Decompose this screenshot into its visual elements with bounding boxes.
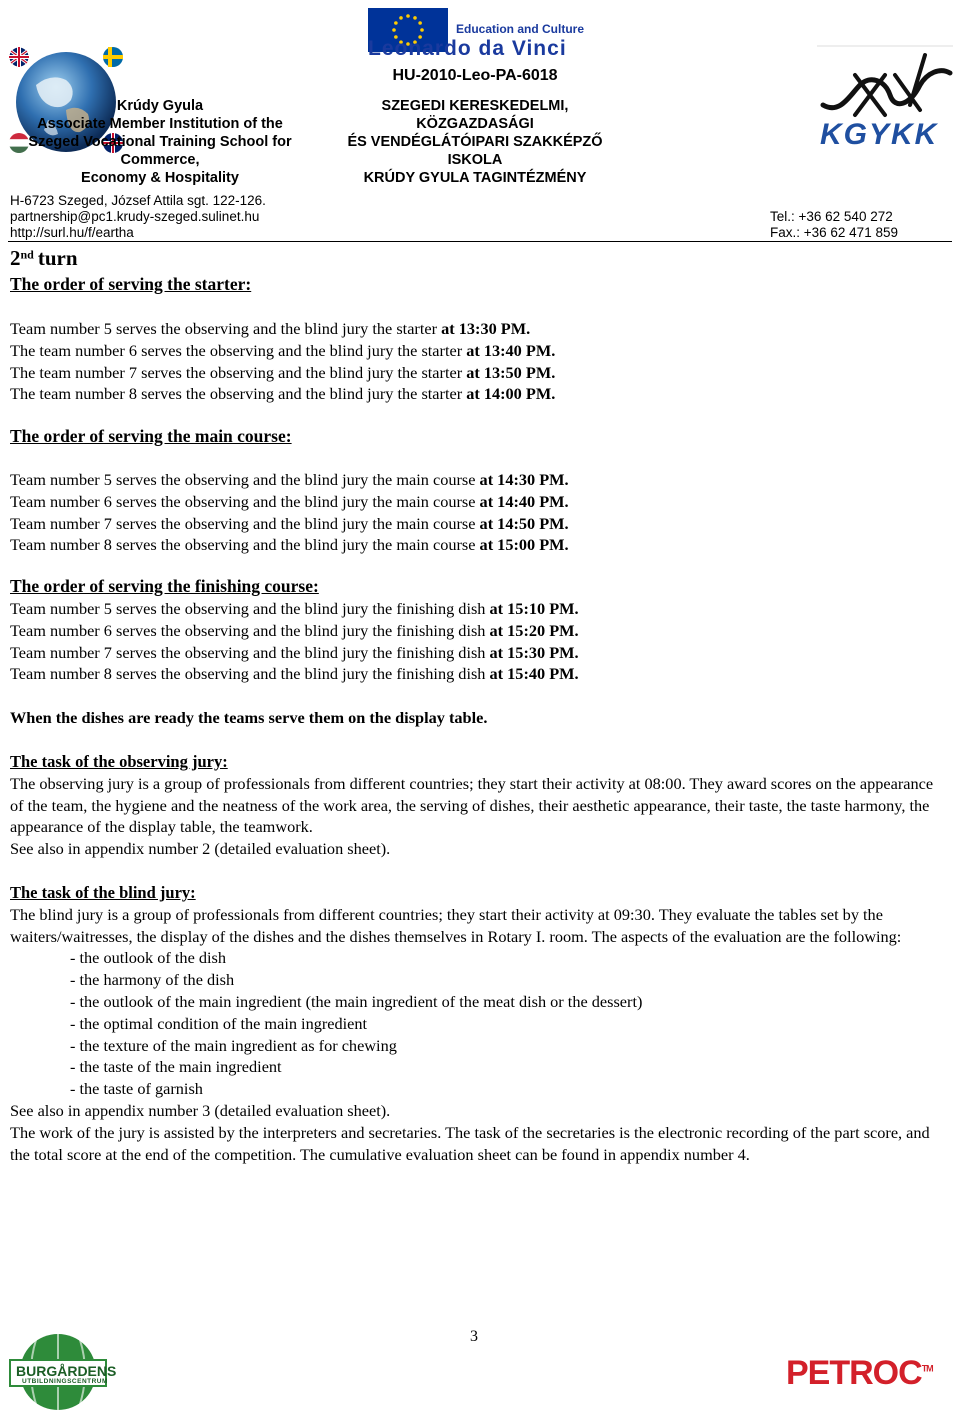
burgardens-sub: UTBILDNINGSCENTRUM <box>22 1378 108 1385</box>
starter-list <box>10 318 950 405</box>
observing-jury-heading: The task of the observing jury: <box>10 751 228 771</box>
finishing-heading: The order of serving the finishing course: <box>10 576 319 597</box>
web-link[interactable]: http://surl.hu/f/eartha <box>10 225 134 240</box>
eu-star-icon <box>418 21 422 25</box>
school-name-line: Szeged Vocational Training School for <box>28 134 292 150</box>
hu-name-line: KÖZGAZDASÁGI <box>416 116 534 132</box>
school-name-line: Associate Member Institution of the <box>37 116 283 132</box>
petroc-tm: TM <box>921 1363 933 1374</box>
finishing-list <box>10 598 950 685</box>
schedule-line: Team number 5 serves the observing and the blind jury the finishing dish at 15:10 PM. <box>10 598 579 618</box>
display-note: When the dishes are ready the teams serve them on the display table. <box>10 708 488 728</box>
starter-heading: The order of serving the starter: <box>10 274 252 294</box>
turn-word: turn <box>37 246 78 270</box>
main-course-heading: The order of serving the main course: <box>10 426 292 447</box>
kgyk-wordmark: KGYKK <box>820 118 939 151</box>
address: H-6723 Szeged, József Attila sgt. 122-126. <box>10 193 266 208</box>
school-name-line: Krúdy Gyula <box>116 98 204 114</box>
petroc-logo <box>786 1354 933 1393</box>
hu-name-line: ISKOLA <box>447 152 503 168</box>
schedule-line: The team number 6 serves the observing and the blind jury the starter at 13:40 PM. <box>10 340 556 360</box>
blind-jury-see-also: See also in appendix number 3 (detailed evaluation sheet). <box>10 1100 391 1120</box>
school-name-en <box>8 97 312 187</box>
telephone: Tel.: +36 62 540 272 <box>770 209 893 224</box>
hu-name-line: KRÚDY GYULA TAGINTÉZMÉNY <box>363 170 587 186</box>
schedule-line: Team number 5 serves the observing and the blind jury the starter at 13:30 PM. <box>10 319 531 338</box>
leonardo-title: Leonardo da Vinci <box>368 37 567 60</box>
main-course-list <box>10 469 950 556</box>
email-link[interactable]: partnership@pc1.krudy-szeged.sulinet.hu <box>10 209 260 224</box>
aspects-list <box>10 947 950 1100</box>
page-number: 3 <box>470 1328 478 1345</box>
hu-name-line: ÉS VENDÉGLÁTÓIPARI SZAKKÉPZŐ <box>347 134 603 150</box>
aspect-item: - the harmony of the dish <box>70 970 235 990</box>
petroc-wordmark: PETROC <box>786 1354 922 1392</box>
schedule-line: Team number 8 serves the observing and the blind jury the finishing dish at 15:40 PM. <box>10 664 579 684</box>
school-name-line: Commerce, <box>120 152 200 168</box>
eu-star-icon <box>394 21 398 25</box>
burgardens-name: BURGÅRDENS <box>16 1363 117 1379</box>
aspect-item: - the taste of the main ingredient <box>70 1057 282 1077</box>
schedule-line: Team number 8 serves the observing and the blind jury the main course at 15:00 PM. <box>10 535 569 555</box>
project-code: HU-2010-Leo-PA-6018 <box>392 67 558 84</box>
turn-title <box>10 246 78 271</box>
aspect-item: - the outlook of the dish <box>70 948 227 968</box>
school-name-line: Economy & Hospitality <box>81 170 239 186</box>
schedule-line: Team number 5 serves the observing and the blind jury the main course at 14:30 PM. <box>10 469 569 489</box>
hu-name-line: SZEGEDI KERESKEDELMI, <box>381 98 569 114</box>
eu-star-icon <box>399 16 403 20</box>
schedule-line: The team number 8 serves the observing and the blind jury the starter at 14:00 PM. <box>10 384 556 404</box>
header-divider <box>8 241 952 242</box>
document-body <box>10 318 950 1165</box>
blind-jury-heading: The task of the blind jury: <box>10 882 196 902</box>
eu-star-icon <box>420 28 424 32</box>
school-name-hu <box>325 97 625 187</box>
aspect-item: - the outlook of the main ingredient (the main ingredient of the meat dish or the dessert) <box>70 991 643 1011</box>
turn-number: 2 <box>10 246 21 270</box>
turn-suffix: nd <box>20 247 34 262</box>
schedule-line: Team number 7 serves the observing and the blind jury the main course at 14:50 PM. <box>10 513 569 533</box>
eu-program-small: Education and Culture <box>456 22 585 36</box>
eu-star-icon <box>406 14 410 18</box>
schedule-line: The team number 7 serves the observing and the blind jury the starter at 13:50 PM. <box>10 362 556 382</box>
aspect-item: - the optimal condition of the main ingredient <box>70 1013 368 1033</box>
fax: Fax.: +36 62 471 859 <box>770 225 898 240</box>
observing-jury-see-also: See also in appendix number 2 (detailed evaluation sheet). <box>10 839 391 859</box>
observing-jury-paragraph: The observing jury is a group of professionals from different countries; they start their activity at 08:00. They award scores on the appearance of the team, the hygiene and the neatness of the work area, the serving of dishes, their aesthetic appearance, their taste, the taste harmony, the appearance of the display table, the teamwork. <box>10 773 934 837</box>
blind-jury-paragraph: The blind jury is a group of professionals from different countries; they start their activity at 09:30. They evaluate the tables set by the waiters/waitresses, the display of the dishes and the dishes themselves in Rotary I. room. The aspects of the evaluation are the following: <box>10 904 902 946</box>
aspect-item: - the texture of the main ingredient as for chewing <box>70 1035 397 1055</box>
eu-star-icon <box>413 16 417 20</box>
eu-star-icon <box>392 28 396 32</box>
schedule-line: Team number 6 serves the observing and the blind jury the finishing dish at 15:20 PM. <box>10 620 579 640</box>
schedule-line: Team number 7 serves the observing and the blind jury the finishing dish at 15:30 PM. <box>10 642 579 662</box>
blind-jury-closing: The work of the jury is assisted by the interpreters and secretaries. The task of the secretaries is the electronic recording of the part score, and the total score at the end of the competition. The cumulative evaluation sheet can be found in appendix number 4. <box>10 1122 930 1164</box>
schedule-line: Team number 6 serves the observing and the blind jury the main course at 14:40 PM. <box>10 491 569 511</box>
aspect-item: - the taste of garnish <box>70 1079 203 1099</box>
